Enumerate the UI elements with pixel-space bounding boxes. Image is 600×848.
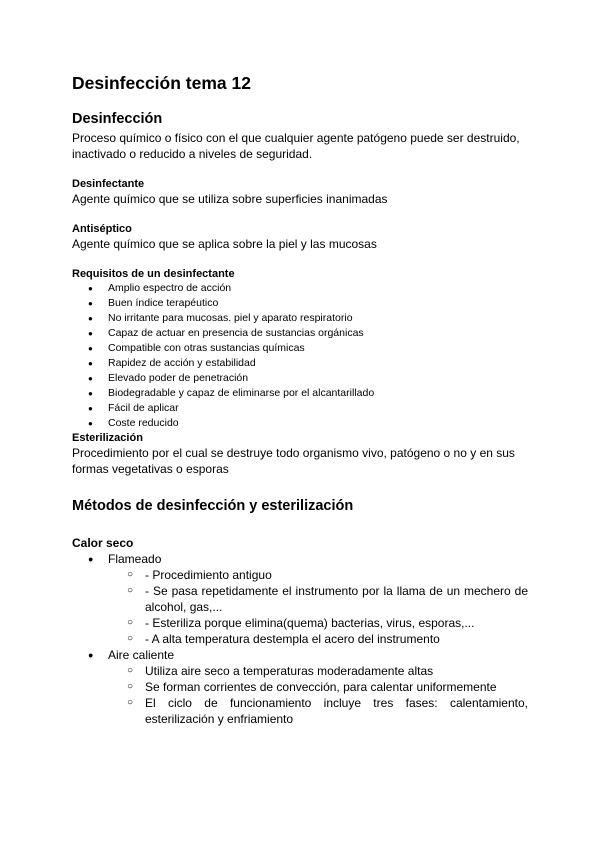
sublist-item xyxy=(127,631,528,647)
hollow-bullet-icon: ○ xyxy=(127,681,134,692)
sublist-item xyxy=(127,695,528,727)
list-item: ● Compatible con otras sustancias químicas xyxy=(88,341,528,356)
hollow-bullet-icon: ○ xyxy=(127,633,134,644)
subsection-heading-calor-seco: Calor seco xyxy=(72,536,134,550)
list-item: ● Elevado poder de penetración xyxy=(88,371,528,386)
calor-seco-list xyxy=(72,551,528,727)
term-heading-antiseptico: Antiséptico xyxy=(72,223,132,235)
sublist-item xyxy=(127,615,528,631)
hollow-bullet-icon: ○ xyxy=(127,585,134,596)
antiseptico-definition: Agente químico que se aplica sobre la piel y las mucosas xyxy=(72,237,377,251)
sublist-item-text: - Se pasa repetidamente el instrumento por la llama de un mechero de alcohol, gas,... xyxy=(145,584,528,614)
requisitos-list xyxy=(72,281,528,431)
sublist-item-text: Se forman corrientes de convección, para calentar uniformemente xyxy=(145,680,497,694)
requisitos-heading: Requisitos de un desinfectante xyxy=(72,268,235,280)
list-item-aire-caliente xyxy=(88,647,528,727)
document-title: Desinfección tema 12 xyxy=(72,73,251,93)
esterilizacion-definition: Procedimiento por el cual se destruye todo organismo vivo, patógeno o no y en sus formas vegetativas o esporas xyxy=(72,446,515,476)
hollow-bullet-icon: ○ xyxy=(127,697,134,708)
bullet-icon: ● xyxy=(88,554,94,564)
sublist-item-text: - Procedimiento antiguo xyxy=(145,568,272,582)
hollow-bullet-icon: ○ xyxy=(127,569,134,580)
list-item: ● Amplio espectro de acción xyxy=(88,281,528,296)
list-item-label: Flameado xyxy=(108,552,162,566)
term-heading-esterilizacion: Esterilización xyxy=(72,432,143,444)
aire-caliente-sublist xyxy=(108,663,528,727)
list-item: ● Buen índice terapéutico xyxy=(88,296,528,311)
section-heading-metodos: Métodos de desinfección y esterilización xyxy=(72,498,354,514)
list-item: ● Biodegradable y capaz de eliminarse por el alcantarillado xyxy=(88,386,528,401)
sublist-item-text: - A alta temperatura destempla el acero del instrumento xyxy=(145,632,440,646)
desinfectante-definition: Agente químico que se utiliza sobre superficies inanimadas xyxy=(72,192,388,206)
sublist-item xyxy=(127,583,528,615)
list-item: ● Fácil de aplicar xyxy=(88,401,528,416)
term-heading-desinfectante: Desinfectante xyxy=(72,178,145,190)
flameado-sublist xyxy=(108,567,528,647)
sublist-item-text: - Esteriliza porque elimina(quema) bacterias, virus, esporas,... xyxy=(145,616,475,630)
list-item: ● Capaz de actuar en presencia de sustancias orgánicas xyxy=(88,326,528,341)
list-item-label: Aire caliente xyxy=(108,648,175,662)
desinfeccion-definition: Proceso químico o físico con el que cualquier agente patógeno puede ser destruido, inactivado o reducido a niveles de seguridad. xyxy=(72,131,520,161)
sublist-item-text: Utiliza aire seco a temperaturas moderadamente altas xyxy=(145,664,434,678)
sublist-item-text: El ciclo de funcionamiento incluye tres fases: calentamiento, esterilización y enfriamiento xyxy=(145,696,528,726)
list-item: ● No irritante para mucosas. piel y aparato respiratorio xyxy=(88,311,528,326)
list-item-flameado xyxy=(88,551,528,647)
sublist-item xyxy=(127,663,528,679)
list-item: ● Coste reducido xyxy=(88,416,528,431)
bullet-icon: ● xyxy=(88,650,94,660)
hollow-bullet-icon: ○ xyxy=(127,617,134,628)
hollow-bullet-icon: ○ xyxy=(127,665,134,676)
list-item: ● Rapidez de acción y estabilidad xyxy=(88,356,528,371)
sublist-item xyxy=(127,679,528,695)
section-heading-desinfeccion: Desinfección xyxy=(72,111,163,127)
sublist-item xyxy=(127,567,528,583)
